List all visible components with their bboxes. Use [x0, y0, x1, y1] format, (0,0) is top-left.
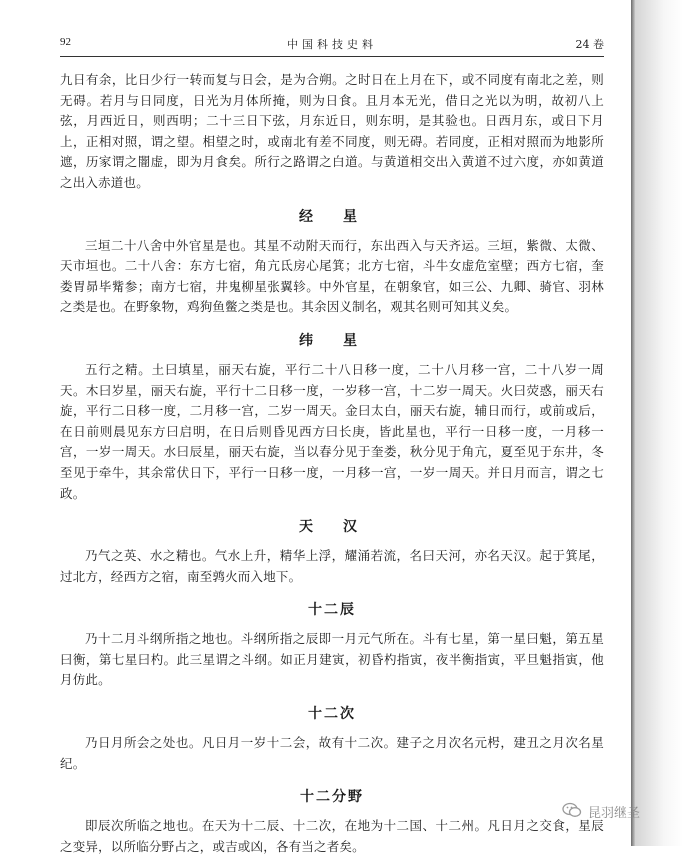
paragraph-twelve-ci: 乃日月所会之处也。凡日月一岁十二会，故有十二次。建子之月次名元枵，建丑之月次名星纪。 [60, 735, 604, 771]
section-heading-fixed-stars: 经 星 [299, 208, 365, 225]
running-header [60, 36, 604, 52]
page-shadow [635, 0, 683, 846]
section-heading-fenye: 十二分野 [300, 789, 364, 806]
paragraph-planets: 五行之精。土曰填星，丽天右旋，平行二十八日移一度，二十八月移一宫，二十八岁一周天。木曰岁星，丽天右旋，平行十二日移一度，一岁移一宫，十二岁一周天。火曰荧惑，丽天右旋，平行二日移一度，二月移一宫，二岁一周天。金曰太白，丽天右旋，辅日而行，或前或后，在日前则晨见东方曰启明，在日后则昏见西方曰长庚，皆此星也，平行一日移一度，一月移一宫，一岁一周天。水曰辰星，丽天右旋，当以春分见于奎娄，秋分见于角亢，夏至见于东井，冬至见于牵牛，其余常伏日下，平行一日移一度，一月移一宫，一岁一周天。并日月而言，谓之七政。 [60, 361, 604, 501]
paragraph-milky-way: 乃气之英、水之精也。气水上升，精华上浮，耀涌若流，名曰天河，亦名天汉。起于箕尾，过北方，经西方之宿，南至鹑火而入地下。 [60, 548, 604, 584]
section-heading-twelve-chen: 十二辰 [308, 602, 356, 619]
paragraph-fixed-stars: 三垣二十八舍中外官星是也。其星不动附天而行，东出西入与天齐运。三垣，紫微、太微、天市垣也。二十八舍：东方七宿，角亢氐房心尾箕；北方七宿，斗牛女虚危室壁；西方七宿，奎娄胃昴毕觜参；南方七宿，井鬼柳星张翼轸。中外官星，在朝象官，如三公、九卿、骑官、羽林之类是也。在野象物，鸡狗鱼鳖之类是也。其余因义制名，观其名则可知其义矣。 [60, 237, 604, 315]
section-heading-planets: 纬 星 [299, 332, 365, 349]
section-heading-milky-way: 天 汉 [299, 519, 365, 536]
section-heading-twelve-ci: 十二次 [308, 706, 356, 723]
volume-label: 24 卷 [575, 38, 604, 51]
page-number: 92 [60, 36, 71, 48]
paragraph-twelve-chen: 乃十二月斗纲所指之地也。斗纲所指之辰即一月元气所在。斗有七星，第一星曰魁，第五星曰衡，第七星曰杓。此三星谓之斗纲。如正月建寅，初昏杓指寅，夜半衡指寅，平旦魁指寅，他月仿此。 [60, 631, 604, 688]
article-body [60, 70, 604, 857]
watermark-text: 昆羽继圣 [588, 806, 641, 821]
paragraph-fenye: 即辰次所临之地也。在天为十二辰、十二次，在地为十二国、十二州。凡日月之交食，星辰之变异，以所临分野占之，或吉或凶，各有当之者矣。 [60, 818, 604, 854]
header-rule [60, 56, 604, 57]
journal-title: 中国科技史料 [287, 38, 377, 51]
paragraph-moon: 九日有余，比日少行一转而复与日会，是为合朔。之时日在上月在下，或不同度有南北之差，则无碍。若月与日同度，日光为月体所掩，则为日食。且月本无光，借日之光以为明，故初八上弦，月西近日，则西明；二十三日下弦，月东近日，则东明，是其验也。日西月东，或日下月上，正相对照，谓之望。相望之时，或南北有差不同度，则无碍。若同度，正相对照而为地影所遮，历家谓之闇虚，即为月食矣。所行之路谓之白道。与黄道相交出入黄道不过六度，亦如黄道之出入赤道也。 [60, 72, 604, 190]
wechat-icon [562, 802, 582, 818]
